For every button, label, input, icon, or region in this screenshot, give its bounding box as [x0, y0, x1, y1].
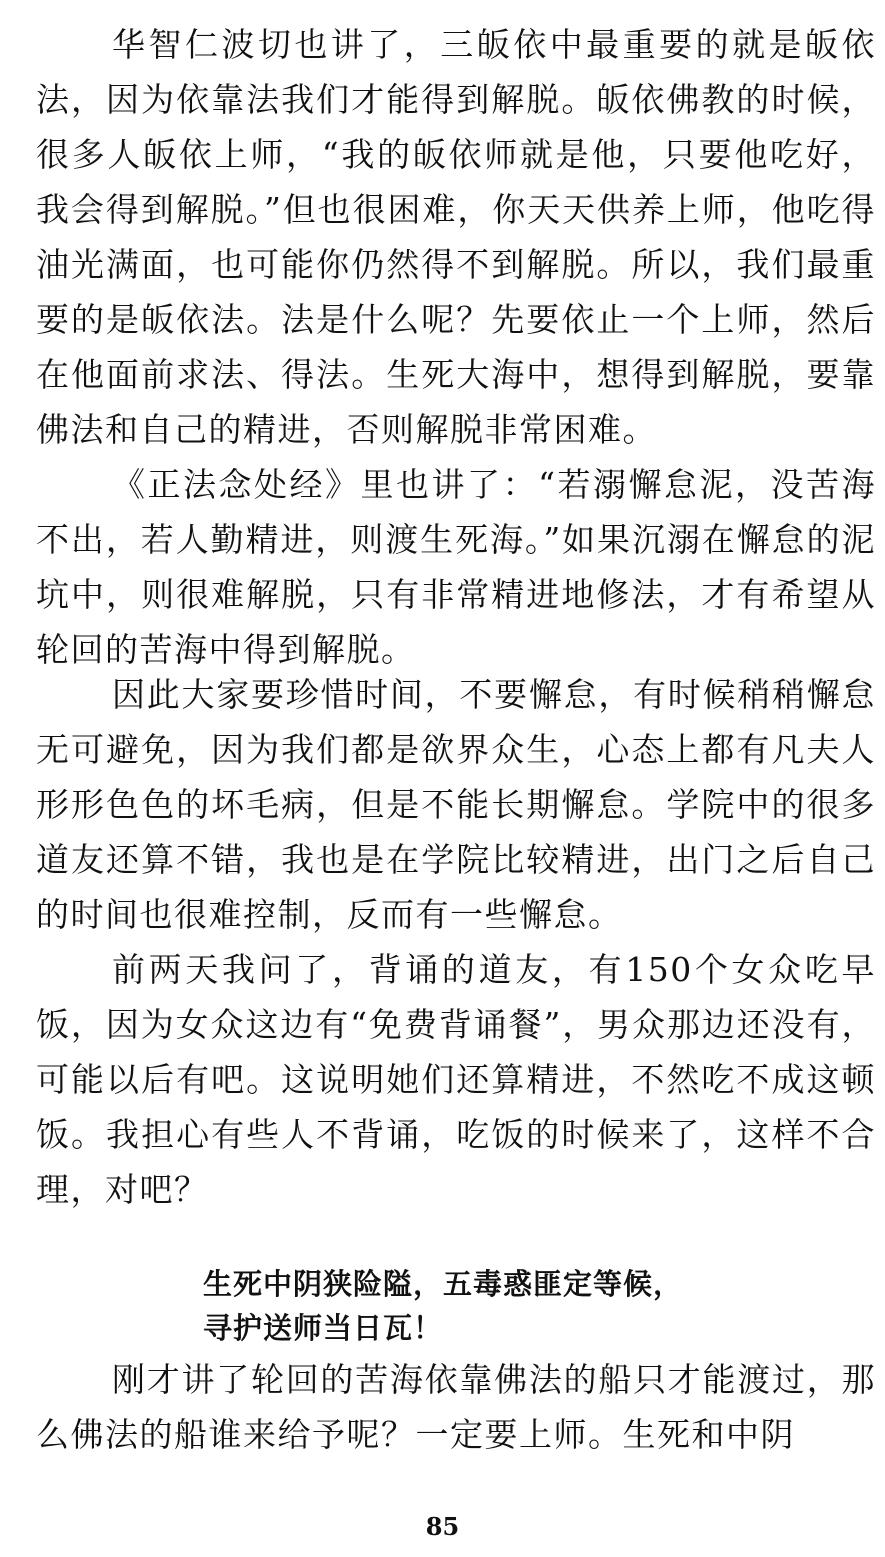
verse-block: [203, 1262, 803, 1350]
verse-line-2: 寻护送师当日瓦！: [203, 1311, 444, 1345]
verse-line-1: 生死中阴狭险隘，五毒惑匪定等候，: [203, 1267, 684, 1301]
paragraph-3: 因此大家要珍惜时间，不要懈怠，有时候稍稍懈怠无可避免，因为我们都是欲界众生，心态上都有凡夫人形形色色的坏毛病，但是不能长期懈怠。学院中的很多道友还算不错，我也是在学院比较精进，出门之后自己的时间也很难控制，反而有一些懈怠。: [36, 675, 876, 934]
paragraph-2: 《正法念处经》里也讲了：“若溺懈怠泥，没苦海不出，若人勤精进，则渡生死海。”如果沉溺在懈怠的泥坑中，则很难解脱，只有非常精进地修法，才有希望从轮回的苦海中得到解脱。: [36, 465, 876, 669]
paragraph-5: 刚才讲了轮回的苦海依靠佛法的船只才能渡过，那么佛法的船谁来给予呢？一定要上师。生死和中阴: [36, 1360, 876, 1454]
page-number: 85: [425, 1512, 460, 1541]
paragraph-4: 前两天我问了，背诵的道友，有150个女众吃早饭，因为女众这边有“免费背诵餐”，男众那边还没有，可能以后有吧。这说明她们还算精进，不然吃不成这顿饭。我担心有些人不背诵，吃饭的时候来了，这样不合理，对吧？: [36, 950, 876, 1209]
paragraph-1: 华智仁波切也讲了，三皈依中最重要的就是皈依法，因为依靠法我们才能得到解脱。皈依佛教的时候，很多人皈依上师，“我的皈依师就是他，只要他吃好，我会得到解脱。”但也很困难，你天天供养上师，他吃得油光满面，也可能你仍然得不到解脱。所以，我们最重要的是皈依法。法是什么呢？先要依止一个上师，然后在他面前求法、得法。生死大海中，想得到解脱，要靠佛法和自己的精进，否则解脱非常困难。: [36, 25, 876, 449]
